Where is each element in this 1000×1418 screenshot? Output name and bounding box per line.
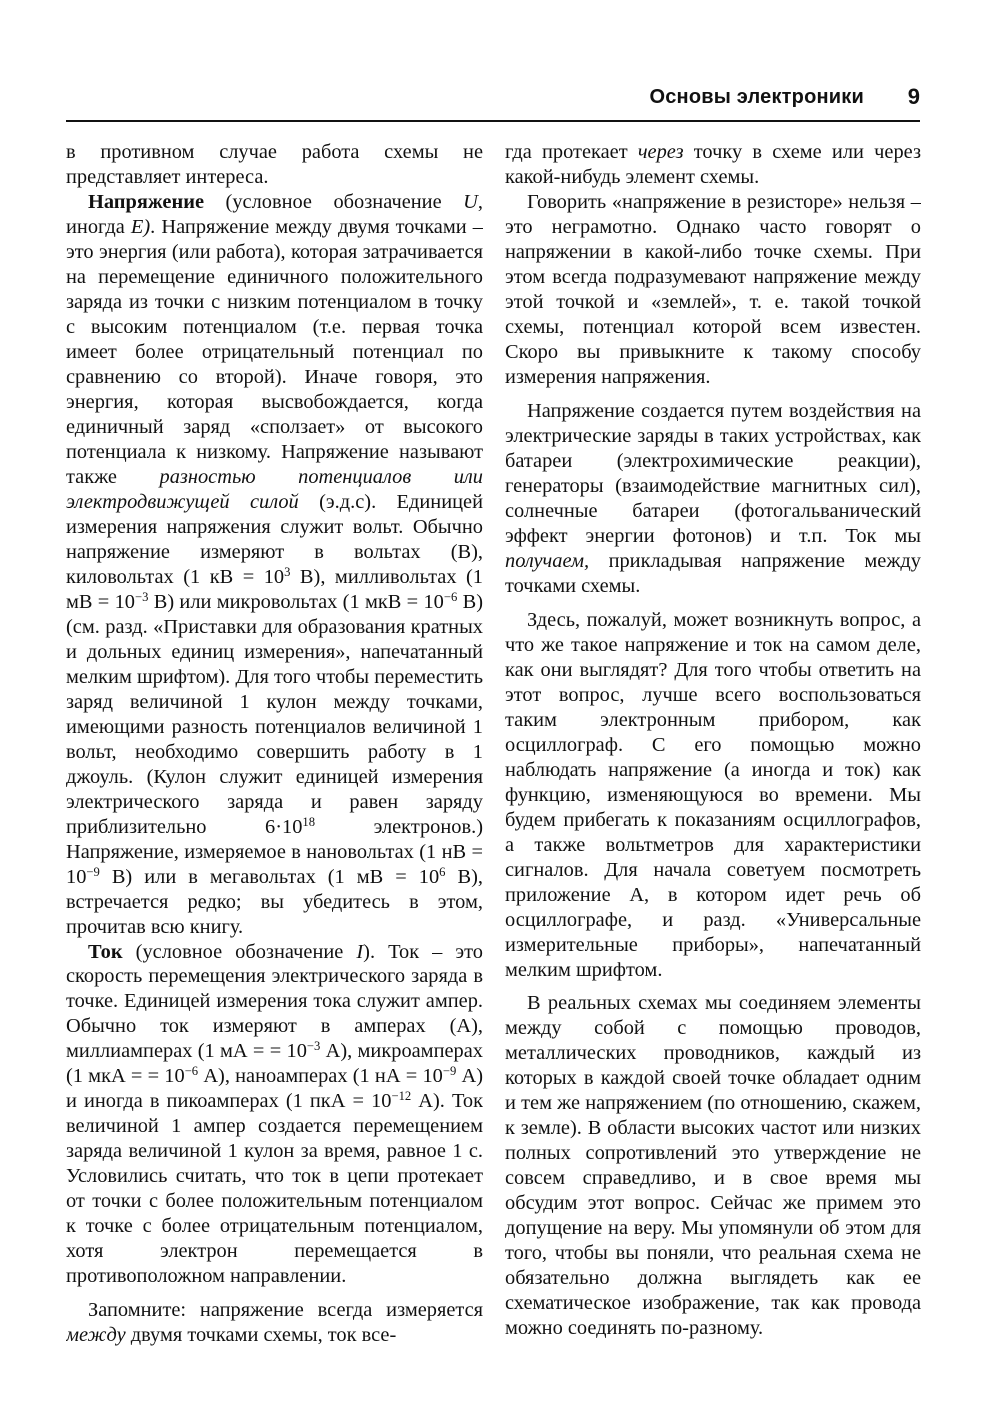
section-title: Основы электроники xyxy=(649,86,864,108)
paragraph-continuation: в противном случае работа схемы не представляет интереса. xyxy=(66,141,483,188)
right-column xyxy=(505,140,921,1358)
paragraph-oscilloscope: Здесь, пожалуй, может возникнуть вопрос, а что же такое напряжение и ток на самом деле, как они выглядят? Для того чтобы ответить на этот вопрос, лучше всего воспользоваться таким электронным прибором, как осциллограф. С его помощью можно наблюдать напряжение (а иногда и ток) как функцию, изменяющуюся во времени. Мы будем прибегать к показаниям осциллографов, а также вольтметров для характеристики сигналов. Для начала советуем посмотреть приложение А, в котором идет речь об осциллографе, и разд. «Универсальные измерительные приборы», напечатанный мелким шрифтом. xyxy=(505,608,921,981)
running-header xyxy=(66,84,920,122)
term-current: Ток xyxy=(88,940,123,963)
paragraph-continuation-right: гда протекает через точку в схеме или через какой-нибудь элемент схемы. xyxy=(505,141,921,188)
term-voltage: Напряжение xyxy=(88,190,205,213)
left-column xyxy=(66,140,483,1358)
voltage-alt-names: разностью потенциалов или электродвижущей силой xyxy=(66,465,483,513)
paragraph-voltage: Напряжение (условное обозначение U, иногда E). Напряжение между двумя точками – это энергия (или работа), которая затрачивается на перемещение единичного положительного заряда из точки с низким потенциалом в точку с высоким потенциалом (т.е. первая точка имеет более отрицательный потенциал по сравнению со второй). Иначе говоря, это энергия, которая высвобождается, когда единичный заряд «сползает» от высокого потенциала к низкому. Напряжение называют также разностью потенциалов или электродвижущей силой (э.д.с). Единицей измерения напряжения служит вольт. Обычно напряжение измеряют в вольтах (В), киловольтах (1 кВ = $10^3$ В), милливольтах (1 мВ = $10^{-3}$ В) или микровольтах (1 мкВ = $10^{-6}$ В) (см. разд. «Приставки для образования кратных и дольных единиц измерения», напечатанный мелким шрифтом). Для того чтобы переместить заряд величиной 1 кулон между точками, имеющими разность потенциалов величиной 1 вольт, необходимо совершить работу в 1 джоуль. (Кулон служит единицей измерения электрического заряда и равен заряду приблизительно $6\cdot 10^{18}$ электронов.) Напряжение, измеряемое в нановольтах (1 нВ = $10^{-9}$ В) или в мегавольтах (1 мВ = $10^6$ В), встречается редко; вы убедитесь в этом, прочитав всю книгу. xyxy=(66,190,483,938)
paragraph-resistor: Говорить «напряжение в резисторе» нельзя – это неграмотно. Однако часто говорят о напряжении в какой-либо точке схемы. При этом всегда подразумевают напряжение между этой точкой и «землей», т. е. такой точкой схемы, потенциал которой всем известен. Скоро вы привыкните к такому способу измерения напряжения. xyxy=(505,190,921,388)
page-number: 9 xyxy=(907,84,920,109)
paragraph-current: Ток (условное обозначение I). Ток – это скорость перемещения электрического заряда в точке. Единицей измерения тока служит ампер. Обычно ток измеряют в амперах (А), миллиамперах (1 мА = = $10^{-3}$ А), микроамперах (1 мкА = = $10^{-6}$ А), наноамперах (1 нА = $10^{-9}$ А) и иногда в пикоамперах (1 пкА = $10^{-12}$ А). Ток величиной 1 ампер создается перемещением заряда величиной 1 кулон за время, равное 1 с. Условились считать, что ток в цепи протекает от точки с более положительным потенциалом к точке с более отрицательным потенциалом, хотя электрон перемещается в противоположном направлении. xyxy=(66,940,483,1288)
paragraph-voltage-created: Напряжение создается путем воздействия на электрические заряды в таких устройствах, как батареи (электрохимические реакции), генераторы (взаимодействие магнитных сил), солнечные батареи (фотогальванический эффект энергии фотонов) и т.п. Ток мы получаем, прикладывая напряжение между точками схемы. xyxy=(505,399,921,597)
paragraph-remember: Запомните: напряжение всегда измеряется между двумя точками схемы, ток все- xyxy=(66,1299,483,1347)
paragraph-real-circuits: В реальных схемах мы соединяем элементы между собой с помощью проводов, металлических проводников, каждый из которых в каждой своей точке обладает одним и тем же напряжением (по отношению, скажем, к земле). В области высоких частот или низких полных сопротивлений это утверждение не совсем справедливо, и в свое время мы обсудим этот вопрос. Сейчас же примем это допущение на веру. Мы упомянули об этом для того, чтобы вы поняли, что реальная схема не обязательно должна выглядеть как ее схематическое изображение, так как провода можно соединять по-разному. xyxy=(505,992,921,1340)
